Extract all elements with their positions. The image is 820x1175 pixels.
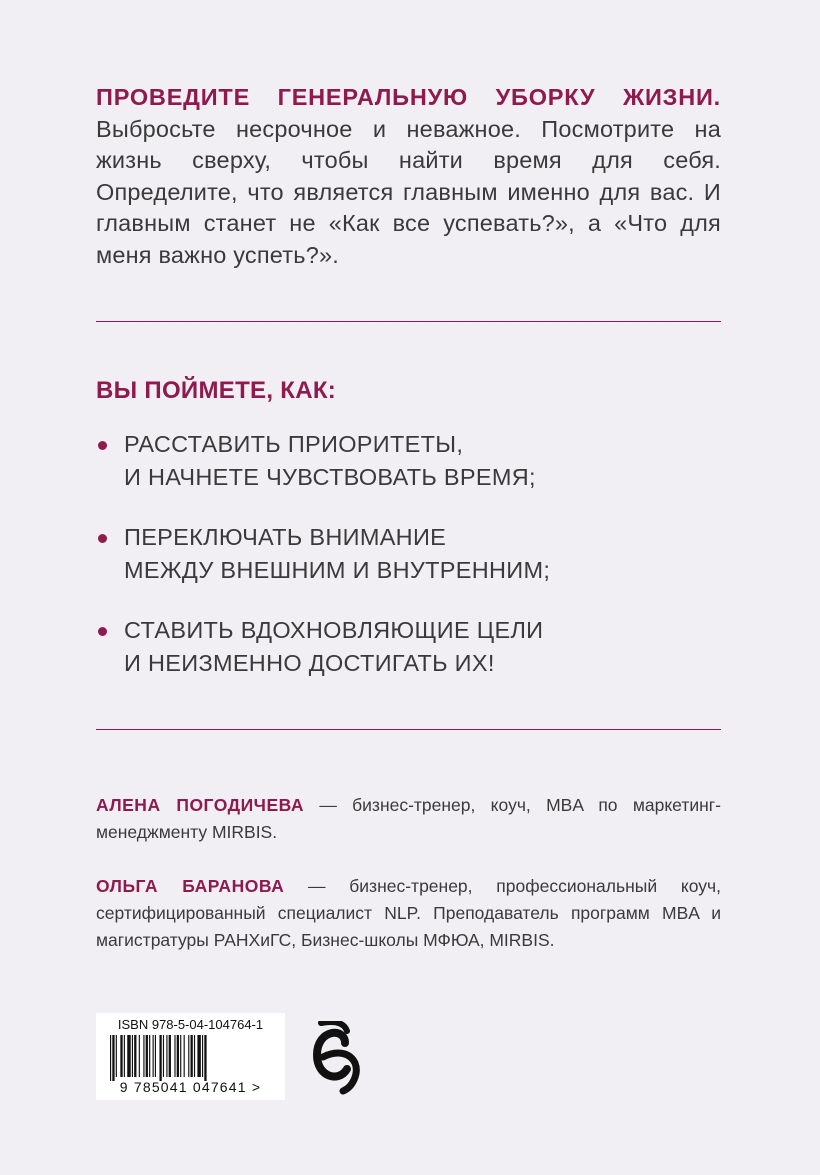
barcode-bar: [197, 1035, 200, 1077]
barcode-bar: [202, 1035, 203, 1077]
learn-list: [96, 428, 736, 707]
barcode-bar: [163, 1035, 164, 1077]
author-description: — бизнес-тренер, коуч, MBA по маркетинг-менеджменту MIRBIS.: [96, 795, 721, 842]
barcode-bar: [188, 1035, 189, 1077]
barcode-bar: [134, 1035, 136, 1077]
learn-heading: ВЫ ПОЙМЕТЕ, КАК:: [96, 377, 337, 404]
barcode-bar: [132, 1035, 133, 1077]
barcode-bar: [169, 1035, 171, 1077]
barcode-bar: [184, 1035, 185, 1077]
list-item: [96, 428, 736, 521]
author-name: ОЛЬГА БАРАНОВА: [96, 876, 285, 896]
bullet-dot-icon: [98, 534, 107, 543]
barcode-bar: [120, 1035, 122, 1077]
list-item-line: РАССТАВИТЬ ПРИОРИТЕТЫ,: [124, 431, 464, 457]
list-item-line: ПЕРЕКЛЮЧАТЬ ВНИМАНИЕ: [124, 524, 447, 550]
eksmo-logo-icon: [313, 1021, 363, 1100]
isbn-label: ISBN 978-5-04-104764-1: [117, 1017, 264, 1032]
barcode-bar: [110, 1035, 111, 1081]
barcode-bar: [139, 1035, 140, 1077]
barcode-bar: [174, 1035, 175, 1077]
intro-paragraph: [96, 82, 721, 271]
barcode-bar: [116, 1035, 117, 1077]
barcode-bar: [166, 1035, 167, 1077]
barcode-bar: [112, 1035, 114, 1081]
list-item-line: И НАЧНЕТЕ ЧУВСТВОВАТЬ ВРЕМЯ;: [124, 464, 536, 490]
author-description: — бизнес-тренер, профессиональный коуч, сертифицированный специалист NLP. Преподаватель программ MBA и магистратуры РАНХиГС, Бизнес-школы МФЮА, MIRBIS.: [96, 876, 721, 950]
divider-bottom: [96, 729, 721, 730]
barcode-bar: [127, 1035, 130, 1077]
barcode-bar: [153, 1035, 154, 1077]
author-name: АЛЕНА ПОГОДИЧЕВА: [96, 795, 305, 815]
list-item-line: СТАВИТЬ ВДОХНОВЛЯЮЩИЕ ЦЕЛИ: [124, 617, 544, 643]
barcode-digits: 9 785041 047641 >: [119, 1079, 262, 1095]
author-bio: [96, 792, 721, 846]
barcode-bar: [155, 1035, 156, 1077]
barcode-bar: [159, 1035, 161, 1081]
barcode-bar: [180, 1035, 181, 1077]
barcode-bar: [204, 1035, 206, 1081]
barcode-bar: [143, 1035, 144, 1077]
intro-lead: ПРОВЕДИТЕ ГЕНЕРАЛЬНУЮ УБОРКУ ЖИЗНИ.: [96, 84, 721, 110]
author-bio: [96, 873, 721, 954]
barcode-bar: [191, 1035, 193, 1077]
barcode-bar: [149, 1035, 150, 1077]
bullet-dot-icon: [98, 441, 107, 450]
bullet-dot-icon: [98, 627, 107, 636]
list-item-line: И НЕИЗМЕННО ДОСТИГАТЬ ИХ!: [124, 650, 495, 676]
barcode-bar: [124, 1035, 125, 1077]
divider-top: [96, 321, 721, 322]
list-item: [96, 521, 736, 614]
list-item: [96, 614, 736, 707]
isbn-barcode: [96, 1013, 285, 1100]
barcode-bar: [177, 1035, 179, 1077]
barcode-bar: [194, 1035, 195, 1077]
barcode-bars: [96, 1033, 285, 1081]
barcode-bar: [146, 1035, 148, 1077]
list-item-line: МЕЖДУ ВНЕШНИМ И ВНУТРЕННИМ;: [124, 557, 551, 583]
intro-body: Выбросьте несрочное и неважное. Посмотрите на жизнь сверху, чтобы найти время для себя. Определите, что является главным именно для вас. И главным станет не «Как все успевать?», а «Что для меня важно успеть?».: [96, 115, 721, 268]
